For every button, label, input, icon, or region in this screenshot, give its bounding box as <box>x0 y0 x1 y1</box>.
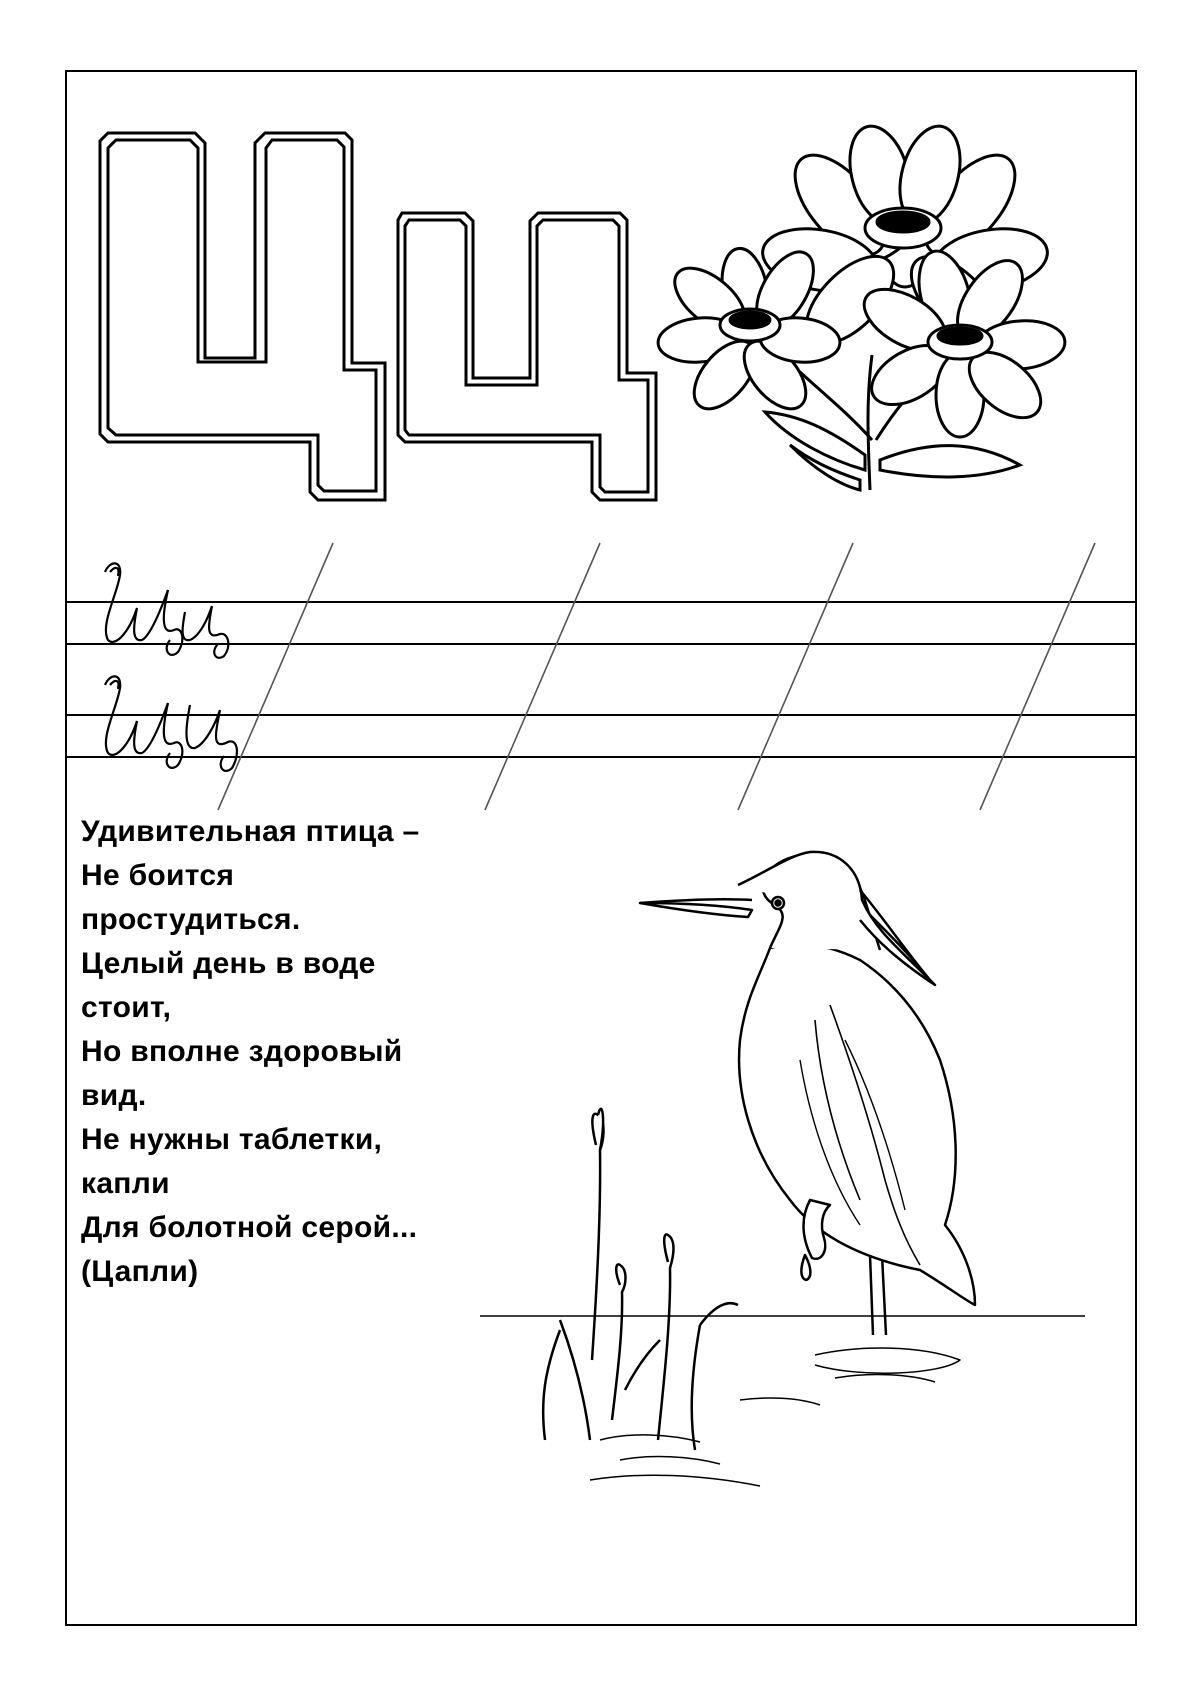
outline-letter-uppercase <box>100 133 385 500</box>
poem-line: Для болотной серой... <box>81 1211 418 1244</box>
outline-letter-lowercase <box>398 213 656 500</box>
poem-line: Целый день в воде <box>81 947 376 980</box>
poem-line: капли <box>81 1167 170 1200</box>
poem-line: Не боится <box>81 859 235 892</box>
poem-answer: (Цапли) <box>81 1255 199 1288</box>
slant-line <box>485 543 600 810</box>
handwriting-guide <box>66 602 1136 757</box>
poem-line: вид. <box>81 1079 147 1112</box>
poem-line: стоит, <box>81 991 172 1024</box>
slant-line <box>980 543 1095 810</box>
poem-line: простудиться. <box>81 903 301 936</box>
slant-line <box>738 543 853 810</box>
slant-line <box>218 543 333 810</box>
poem-line: Удивительная птица – <box>81 815 420 848</box>
poem-line: Но вполне здоровый <box>81 1035 403 1068</box>
flower-illustration <box>656 119 1067 490</box>
heron-illustration <box>480 852 1085 1486</box>
riddle-poem <box>81 810 501 1294</box>
slant-guides <box>218 543 1095 810</box>
poem-line: Не нужны таблетки, <box>81 1123 383 1156</box>
